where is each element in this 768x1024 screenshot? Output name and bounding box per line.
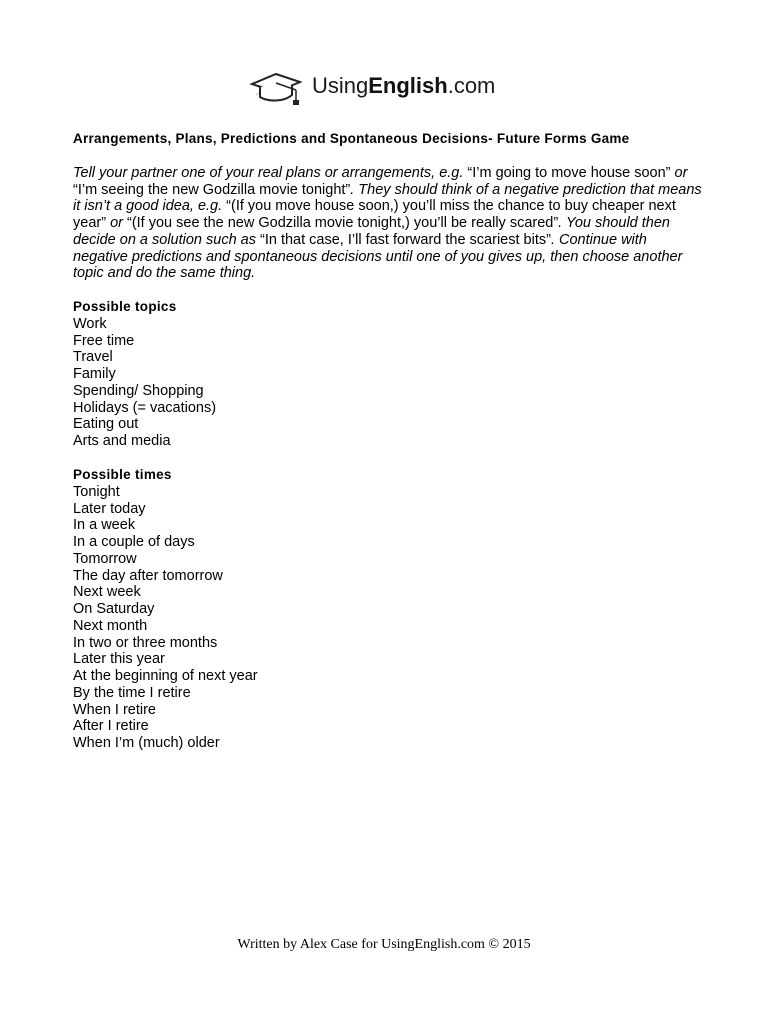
instruction-text: Tell your partner one of your real plans or arrangements, e.g. <box>73 165 468 181</box>
brand-prefix: Using <box>312 73 369 98</box>
graduation-cap-icon <box>246 68 302 106</box>
topics-heading: Possible topics <box>73 299 177 314</box>
times-list <box>73 484 258 752</box>
time-item: Tonight <box>73 483 120 500</box>
time-item: When I’m (much) older <box>73 735 220 751</box>
time-item: The day after tomorrow <box>73 567 223 584</box>
time-item: In two or three months <box>73 634 218 651</box>
example-quote: “In that case, I’ll fast forward the scariest bits” <box>260 231 551 248</box>
instruction-text: . They should think of a negative prediction that means it isn’t a good idea, e.g. <box>73 181 702 215</box>
topic-item: Spending/ Shopping <box>73 382 204 399</box>
example-quote: “I’m seeing the new Godzilla movie tonight” <box>73 181 351 198</box>
topic-item: Eating out <box>73 416 139 433</box>
topics-list <box>73 316 216 450</box>
times-section <box>73 467 258 752</box>
topic-item: Free time <box>73 332 135 349</box>
instruction-text: or <box>670 165 688 181</box>
time-item: Later today <box>73 500 146 517</box>
brand-suffix: .com <box>447 73 496 98</box>
example-quote: “(If you move house soon,) you’ll miss the chance to buy cheaper next year” <box>73 198 676 232</box>
time-item: Next month <box>73 617 148 634</box>
brand-name <box>312 72 495 100</box>
site-logo <box>246 66 546 110</box>
topic-item: Arts and media <box>73 433 171 449</box>
time-item: By the time I retire <box>73 684 191 701</box>
page-footer: Written by Alex Case for UsingEnglish.com © 2015 <box>237 937 531 952</box>
example-quote: “I’m going to move house soon” <box>467 165 671 181</box>
time-item: In a week <box>73 517 136 534</box>
time-item: Later this year <box>73 651 165 668</box>
time-item: Tomorrow <box>73 550 137 567</box>
time-item: After I retire <box>73 718 149 735</box>
time-item: On Saturday <box>73 601 155 617</box>
instruction-text: or <box>106 215 127 232</box>
time-item: When I retire <box>73 701 156 718</box>
topic-item: Work <box>73 315 107 332</box>
instructions-paragraph <box>73 165 705 282</box>
time-item: At the beginning of next year <box>73 668 258 684</box>
page-title: Arrangements, Plans, Predictions and Spontaneous Decisions- Future Forms Game <box>73 131 630 146</box>
instruction-text: . Continue with negative predictions and spontaneous decisions until one of you gives up, then choose another topic and do the same thing. <box>73 231 683 282</box>
times-heading: Possible times <box>73 467 172 482</box>
topic-item: Family <box>73 366 116 382</box>
topic-item: Travel <box>73 349 113 366</box>
example-quote: “(If you see the new Godzilla movie tonight,) you’ll be really scared” <box>127 215 559 232</box>
brand-bold: English <box>368 73 448 98</box>
topic-item: Holidays (= vacations) <box>73 399 217 416</box>
time-item: In a couple of days <box>73 534 195 550</box>
time-item: Next week <box>73 584 141 601</box>
instruction-text: . You should then decide on a solution such as <box>73 215 670 248</box>
topics-section <box>73 299 216 450</box>
